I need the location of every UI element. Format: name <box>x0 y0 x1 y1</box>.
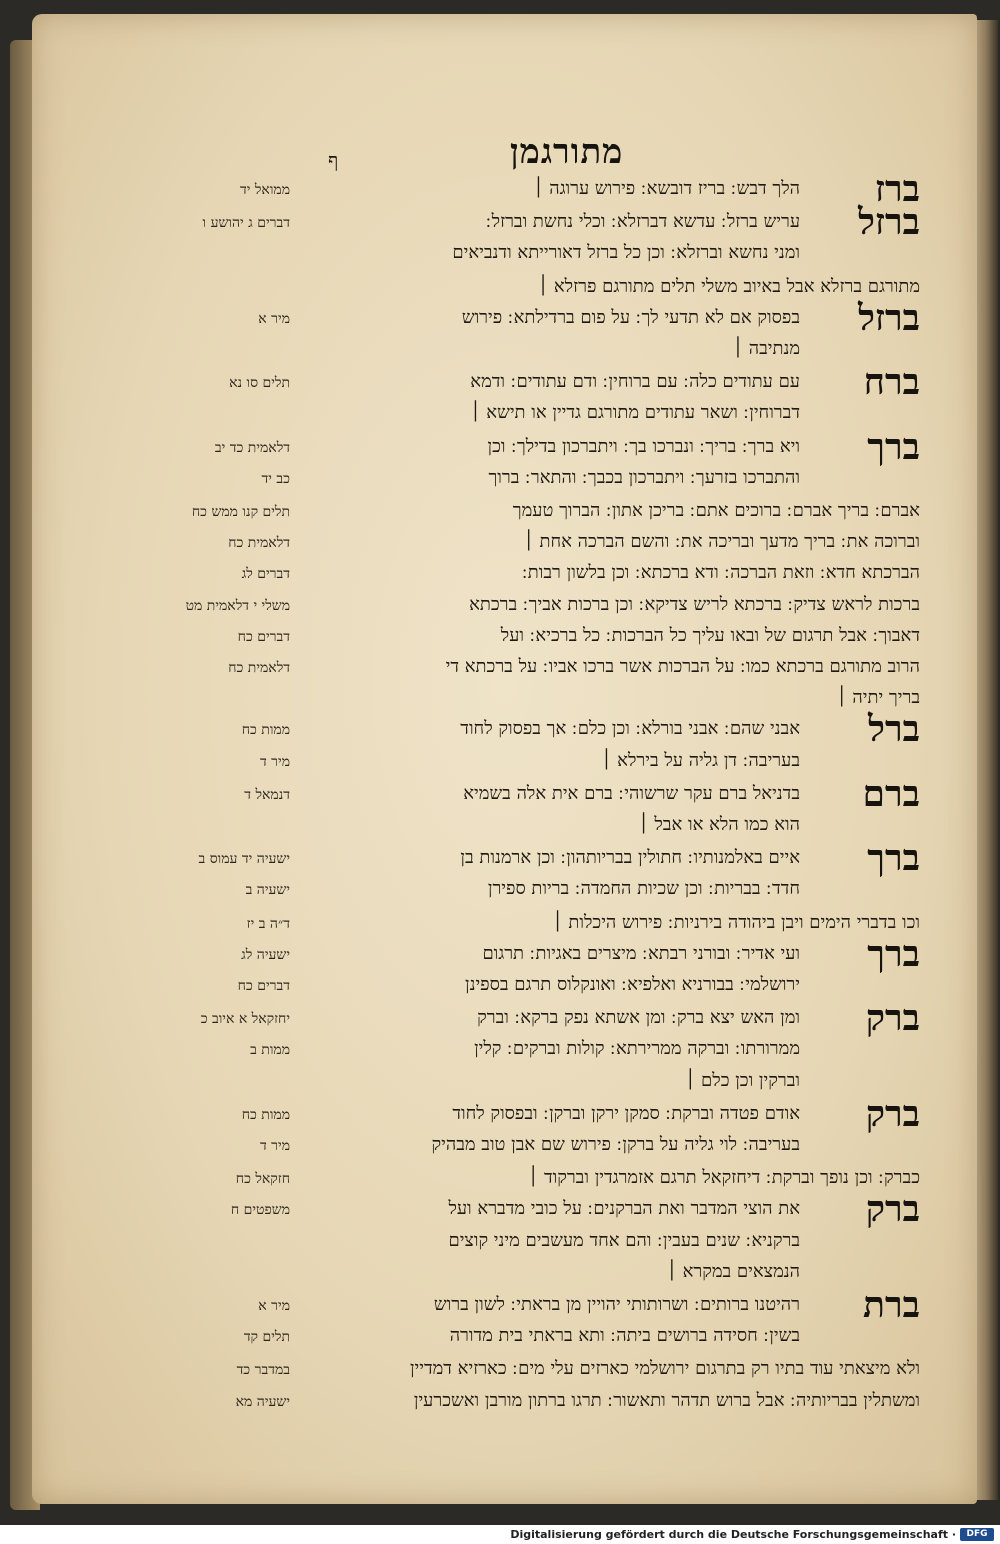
entry-line: ומשתלין בבריותיה ׃ אבל ברוש תדהר ותאשור ׃ תרגו ברתון מורבן ואשכרעין <box>413 1389 920 1411</box>
margin-reference: ממות כח <box>241 722 290 739</box>
margin-reference: תלים קד <box>243 1329 290 1346</box>
margin-reference: ישעיה יד עמוס ב <box>198 851 290 868</box>
entry-line: מנתיבה ׀ <box>732 338 800 359</box>
entry-headword: ברח <box>863 361 920 404</box>
digitization-credit: Digitalisierung gefördert durch die Deutsche Forschungsgemeinschaft · <box>510 1528 956 1541</box>
entry-line: ומן האש יצא ברק ׃ ומן אשתא נפק ברקא ׃ וברק <box>477 1007 800 1029</box>
entry-line: בדניאל ברם עקר שרשוהי ׃ ברם אית אלה בשמיא <box>463 782 800 804</box>
entry-line: ומני נחשא וברזלא ׃ וכן כל ברזל דאורייתא ודנביאים <box>452 242 800 264</box>
entry-line: ממרורתו ׃ וברקה ממרירתא ׃ קולות וברקים ׃ קלין <box>474 1038 800 1060</box>
margin-reference: דלאמית כח <box>228 660 290 676</box>
margin-reference: משלי י דלאמית מט <box>185 597 290 614</box>
entry-line: ולא מיצאתי עוד בתיו רק בתרגום ירושלמי כארזים עלי מים ׃ כארזיא דמדיין <box>409 1358 920 1380</box>
entry-headword: ברל <box>868 708 920 751</box>
margin-reference: מיר א <box>258 310 290 327</box>
margin-reference: דברים כח <box>237 628 290 645</box>
entry-line: בריך יתיה ׀ <box>836 687 920 709</box>
margin-reference: ישעיה ב <box>245 882 290 899</box>
entry-line: וברוכה את ׃ בריך מדעך ובריכה את ׃ והשם הברכה אחת ׀ <box>523 531 920 553</box>
entry-line: עריש ברזל ׃ עדשא דברזלא ׃ וכלי נחשת וברזל ׃ <box>485 211 800 233</box>
margin-reference: משפטים ח <box>230 1202 290 1219</box>
entry-line: דברוחין ׃ ושאר עתודים מתורגם גדיין או תישא ׀ <box>470 402 800 424</box>
entry-headword: ברזל <box>858 201 920 244</box>
entry-line: ויא ברך ׃ בריך ׃ ונברכו בך ׃ ויתברכון בדילך ׃ וכן <box>487 435 800 457</box>
entry-line: אבני שהם ׃ אבני בורלא ׃ וכן כלם ׃ אך בפסוק לחוד <box>460 718 800 740</box>
margin-reference: דברים לג <box>241 566 290 583</box>
margin-reference: מיר ד <box>259 753 290 770</box>
entry-line: וברקין וכן כלם ׀ <box>685 1069 800 1091</box>
margin-reference: במדבר כד <box>236 1362 290 1379</box>
entry-headword: ברך <box>867 837 920 880</box>
entry-line: הוא כמו הלא או אבל ׀ <box>638 814 800 835</box>
entry-line: דאבוך ׃ אבל תרגום של ובאו עליך כל הברכות ׃ כל ברכיא ׃ ועל <box>500 624 920 646</box>
entry-line: מתורגם ברזלא אבל באיוב משלי תלים מתורגם פרזלא ׀ <box>538 275 920 297</box>
entry-headword: ברם <box>862 772 920 815</box>
margin-reference: דלאמית כח <box>228 535 290 552</box>
entry-headword: ברק <box>865 1188 920 1231</box>
entry-headword: ברת <box>863 1284 920 1326</box>
entry-line: ברכות לראש צדיק ׃ ברכתא לריש צדיקא ׃ וכן ברכות אביך ׃ ברכתא <box>469 593 920 615</box>
entry-line: ברקניא ׃ שנים בעבין ׃ והם אחד מעשבים מיני קוצים <box>448 1229 800 1251</box>
entry-line: הרוב מתורגם ברכתא כמו ׃ על הברכות אשר ברכו אביו ׃ על ברכתא די <box>445 656 920 677</box>
margin-reference: מיר א <box>258 1298 290 1314</box>
entry-line: את הוצי המדבר ואת הברקנים ׃ על כובי מדברא ועל <box>448 1198 800 1220</box>
margin-reference: ממות כח <box>241 1106 290 1123</box>
margin-reference: ממות ב <box>250 1042 290 1059</box>
entry-line: והתברכו בזרעך ׃ ויתברכון בכבך ׃ והתאר ׃ ברוך <box>488 466 800 488</box>
entry-line: הנמצאים במקרא ׀ <box>666 1260 800 1282</box>
entry-line: איים באלמנותיו ׃ חתולין בבריותהון ׃ וכן ארמנות בן <box>460 847 800 869</box>
entry-line: ועי אדיר ׃ ובורני רבתא ׃ מיצרים באגיות ׃ תרגום <box>482 942 800 964</box>
entry-line: חדד ׃ בבריות ׃ וכן שכיות החמדה ׃ בריות ספירן <box>487 878 800 900</box>
entry-line: הלך דבש ׃ בריז דובשא ׃ פירוש ערוגה ׀ <box>533 178 800 199</box>
entry-line: הברכתא חדא ׃ וזאת הברכה ׃ ודא ברכתא ׃ וכן בלשון רבות ׃ <box>522 562 920 584</box>
margin-reference: חזקאל כח <box>235 1171 290 1188</box>
entry-line: בעריבה ׃ דן גליה על בירלא ׀ <box>601 749 800 771</box>
margin-reference: ישעיה מא <box>235 1393 290 1410</box>
entry-line: עם עתודים כלה ׃ עם ברוחין ׃ ודם עתודים ׃ ודמא <box>470 371 800 393</box>
entry-line: וכו בדברי הימים ויבן ביהודה בירניות ׃ פירוש היכלות ׀ <box>552 911 920 933</box>
margin-reference: תלים קנו ממש כח <box>191 504 290 520</box>
entry-headword: ברק <box>865 1092 920 1135</box>
entry-line: בעריבה ׃ לוי גליה על ברקן ׃ פירוש שם אבן טוב מבהיק <box>431 1134 800 1155</box>
margin-reference: ד״ה ב יז <box>246 915 290 932</box>
entry-line: בשין ׃ חסידה ברושים ביתה ׃ ותא בראתי בית מדורה <box>449 1325 800 1347</box>
entry-headword: ברך <box>867 425 920 468</box>
entry-headword: ברזל <box>858 296 920 339</box>
margin-reference: כב יד <box>261 470 290 487</box>
margin-reference: מיר ד <box>259 1138 290 1154</box>
margin-reference: דברים ג יהושע ו <box>202 215 290 232</box>
margin-reference: ממואל יד <box>240 182 290 198</box>
margin-reference: ישעיה לג <box>241 946 290 963</box>
page-number: ף <box>328 148 339 172</box>
entry-headword: ברק <box>865 997 920 1040</box>
margin-reference: יחזקאל א איוב כ <box>200 1011 290 1028</box>
dfg-logo: DFG <box>960 1528 994 1541</box>
entry-line: אברם ׃ בריך אברם ׃ ברוכים אתם ׃ בריכן אתון ׃ הברוך טעמך <box>512 500 920 521</box>
margin-reference: דנמאל ד <box>244 786 290 803</box>
running-title: מתורגמן <box>510 132 624 172</box>
entry-line: כברק ׃ וכן נופך וברקת ׃ דיחזקאל תרגם אזמרגדין וברקוד ׀ <box>528 1167 920 1189</box>
margin-reference: תלים סו נא <box>229 375 290 392</box>
margin-reference: דברים כח <box>237 978 290 994</box>
entry-line: בפסוק אם לא תדעי לך ׃ על פום ברדילתא ׃ פירוש <box>461 306 800 328</box>
entry-headword: ברך <box>867 932 920 975</box>
entry-line: רהיטנו ברותים ׃ ושרותותי יהויין מן בראתי ׃ לשון ברוש <box>433 1294 800 1315</box>
entry-line: ירושלמי ׃ בבורניא ואלפיא ׃ ואונקלוס תרגם בספינן <box>465 974 800 995</box>
margin-reference: דלאמית כד יב <box>214 439 290 456</box>
entry-headword: ברז <box>874 168 920 210</box>
entry-line: אודם פטדה וברקת ׃ סמקן ירקן וברקן ׃ ובפסוק לחוד <box>452 1102 800 1124</box>
